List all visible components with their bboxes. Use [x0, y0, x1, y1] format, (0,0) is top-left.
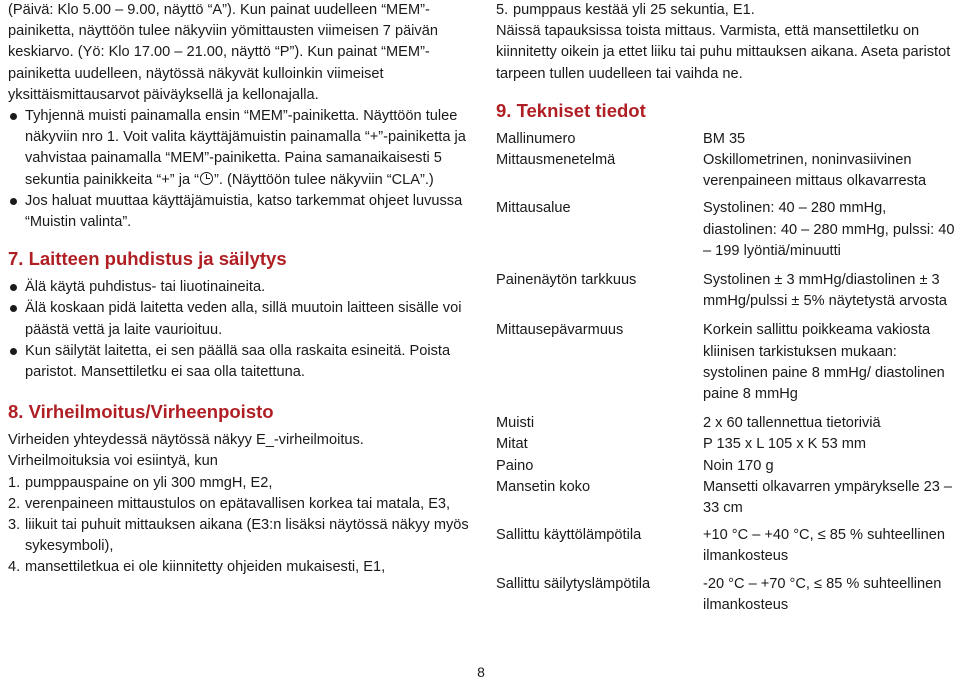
- intro-paragraph: (Päivä: Klo 5.00 – 9.00, näyttö “A”). Kun painat uudelleen “MEM”-painiketta, näyttöön tulee näkyviin yömittausten viimeisen 7 päivän keskiarvo. (Yö: Klo 17.00 – 21.00, näyttö “P”). Kun painat “MEM”-painiketta uudelleen, näytössä näkyvät kulloinkin viimeiset yksittäismittausarvot päiväyksellä ja kellonajalla.: [8, 2, 438, 103]
- section-9-title: 9. Tekniset tiedot: [496, 99, 646, 121]
- spec-row: [496, 434, 956, 455]
- spec-value: +10 °C – +40 °C, ≤ 85 % suhteellinen ilmankosteus: [703, 527, 945, 565]
- spec-row: [496, 477, 956, 519]
- spec-row: [496, 456, 956, 477]
- s7-bullet-2: Älä koskaan pidä laitetta veden alla, sillä muutoin laitteen sisälle voi päästä vettä ja laite vaurioituu.: [8, 298, 470, 340]
- s7-bullet-3: Kun säilytät laitetta, ei sen päällä saa olla raskaita esineitä. Poista paristot. Mansettiletku ei saa olla taitettuna.: [8, 341, 470, 383]
- section-7-title: 7. Laitteen puhdistus ja säilytys: [8, 248, 287, 270]
- s8-line-1: Virheiden yhteydessä näytössä näkyy E_-virheilmoitus.: [8, 432, 364, 449]
- spec-row: [496, 150, 956, 192]
- spec-row: [496, 574, 956, 616]
- section-8-title: 8. Virheilmoitus/Virheenpoisto: [8, 401, 274, 423]
- clock-icon: [200, 172, 213, 185]
- spec-value: Oskillometrinen, noninvasiivinen verenpaineen mittaus olkavarresta: [703, 152, 927, 190]
- bullet-change-memory: Jos haluat muuttaa käyttäjämuistia, katso tarkemmat ohjeet luvussa “Muistin valinta”.: [8, 191, 470, 233]
- s8-item-4: [8, 557, 470, 578]
- s8-item-2-num: 2.: [8, 495, 21, 512]
- s8-item-1: [8, 473, 470, 494]
- s8-item-2: [8, 494, 470, 515]
- spec-value: Systolinen ± 3 mmHg/diastolinen ± 3 mmHg/pulssi ± 5% näytetystä arvosta: [703, 272, 948, 310]
- spec-label: Sallittu käyttölämpötila: [496, 527, 642, 544]
- s8-item-3-num: 3.: [8, 517, 21, 534]
- spec-label: Mallinumero: [496, 130, 576, 147]
- s8-item-5: [496, 0, 956, 21]
- s8-line-2: Virheilmoituksia voi esiintyä, kun: [8, 453, 218, 470]
- spec-value: Korkein sallittu poikkeama vakiosta kliinisen tarkistuksen mukaan: systolinen paine 8 mmHg/ diastolinen paine 8 mmHg: [703, 322, 945, 403]
- spec-row: [496, 320, 956, 405]
- spec-row: [496, 198, 956, 262]
- s8-item-1-text: pumppauspaine on yli 300 mmgH, E2,: [25, 474, 273, 491]
- s8-item-1-num: 1.: [8, 474, 21, 491]
- spec-value: 2 x 60 tallennettua tietoriviä: [703, 415, 881, 432]
- s8-item-5-num: 5.: [496, 2, 509, 18]
- s8-item-4-text: mansettiletkua ei ole kiinnitetty ohjeiden mukaisesti, E1,: [25, 559, 386, 576]
- bullet-clear-memory-text: Tyhjennä muisti painamalla ensin “MEM”-painiketta. Näyttöön tulee näkyviin nro 1. Voit valita käyttäjämuistin painamalla “+”-painiketta ja vahvistaa painamalla “MEM”-painiketta. Paina samanaikaisesti 5 sekuntia painikkeita “+” ja “: [25, 108, 466, 188]
- spec-label: Mansetin koko: [496, 478, 591, 495]
- left-column: [8, 0, 470, 579]
- spec-label: Mittausepävarmuus: [496, 322, 624, 339]
- spec-value: Mansetti olkavarren ympärykselle 23 – 33 cm: [703, 478, 953, 517]
- spec-table: [496, 129, 956, 616]
- s8-item-3: [8, 515, 470, 557]
- spec-label: Painenäytön tarkkuus: [496, 272, 637, 289]
- spec-row: [496, 270, 956, 312]
- spec-value: -20 °C – +70 °C, ≤ 85 % suhteellinen ilmankosteus: [703, 575, 942, 613]
- spec-label: Mittausalue: [496, 200, 571, 217]
- spec-label: Mittausmenetelmä: [496, 152, 616, 169]
- s8-item-4-num: 4.: [8, 559, 21, 576]
- bullet-clear-memory-text-end: ”. (Näyttöön tulee näkyviin “CLA”.): [214, 171, 434, 188]
- page-number: 8: [477, 664, 485, 680]
- spec-row: [496, 525, 956, 567]
- right-column: [496, 0, 956, 616]
- spec-value: Systolinen: 40 – 280 mmHg, diastolinen: 40 – 280 mmHg, pulssi: 40 – 199 lyöntiä/minuutti: [703, 200, 955, 259]
- spec-label: Sallittu säilytyslämpötila: [496, 575, 651, 592]
- s8-item-3-text: liikuit tai puhuit mittauksen aikana (E3:n lisäksi näytössä näkyy myös sykesymboli),: [25, 517, 469, 555]
- s8-item-5-text: pumppaus kestää yli 25 sekuntia, E1.: [513, 2, 755, 18]
- spec-value: Noin 170 g: [703, 457, 774, 474]
- spec-label: Mitat: [496, 436, 528, 453]
- spec-label: Muisti: [496, 415, 535, 432]
- bullet-clear-memory: [8, 106, 470, 191]
- s7-bullet-1: Älä käytä puhdistus- tai liuotinaineita.: [8, 277, 470, 298]
- s8-item-2-text: verenpaineen mittaustulos on epätavallisen korkea tai matala, E3,: [25, 495, 451, 512]
- repeat-note: Näissä tapauksissa toista mittaus. Varmista, että mansettiletku on kiinnitetty oikein ja ettet liiku tai puhu mittauksen aikana. Aseta paristot tarpeen tullen uudelleen tai vaihda ne.: [496, 23, 951, 82]
- spec-value: P 135 x L 105 x K 53 mm: [703, 436, 867, 453]
- spec-row: [496, 413, 956, 434]
- spec-value: BM 35: [703, 130, 746, 147]
- spec-row: [496, 129, 956, 150]
- spec-label: Paino: [496, 457, 534, 474]
